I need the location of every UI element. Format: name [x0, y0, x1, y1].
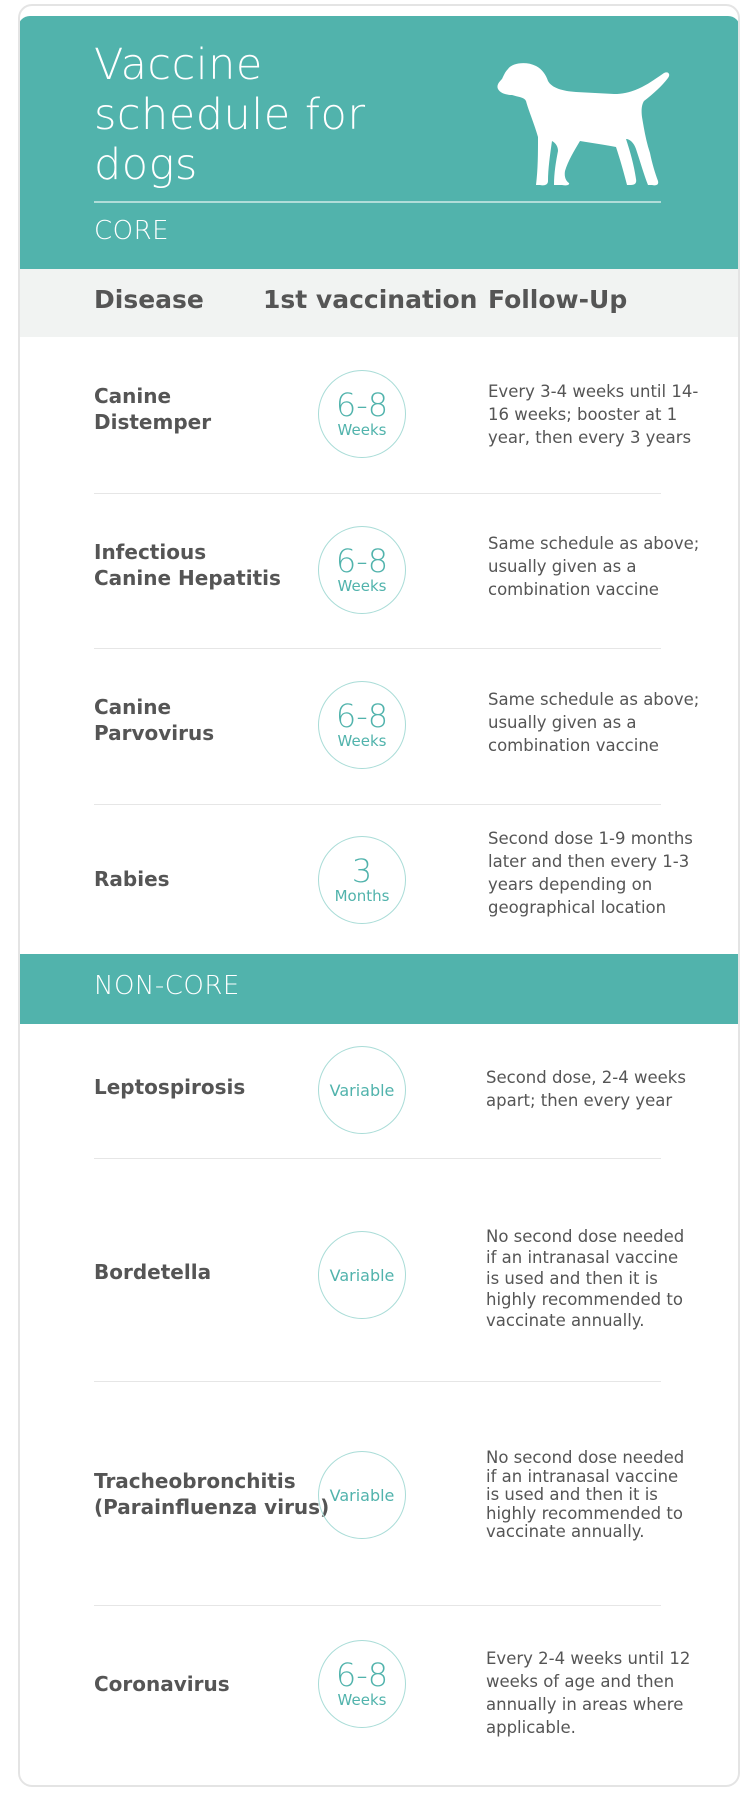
age-unit: Weeks — [337, 577, 387, 595]
age-value: Variable — [329, 1265, 395, 1285]
disease-name: Canine Distemper — [94, 384, 212, 434]
age-unit: Months — [334, 887, 390, 905]
disease-name: Coronavirus — [94, 1672, 230, 1696]
column-header-follow-up: Follow-Up — [488, 285, 628, 314]
age-badge — [318, 1231, 406, 1319]
column-header-first-vaccination: 1st vaccination — [263, 285, 478, 314]
table-row-tracheobronchitis — [20, 1381, 740, 1605]
table-row-leptospirosis — [20, 1024, 740, 1158]
disease-name: Leptospirosis — [94, 1075, 246, 1099]
header-banner — [18, 16, 740, 269]
section-core-label: CORE — [94, 216, 170, 246]
age-value: Variable — [329, 1485, 395, 1505]
follow-up-text: Same schedule as above; usually given as a combination vaccine — [488, 690, 700, 755]
table-row-parvovirus — [20, 648, 740, 804]
disease-name: Rabies — [94, 867, 170, 891]
age-badge — [318, 526, 406, 614]
follow-up-text: Second dose 1-9 months later and then every 1-3 years depending on geographical location — [488, 829, 693, 917]
vaccine-schedule-card — [18, 4, 740, 1787]
disease-name: Bordetella — [94, 1260, 212, 1284]
age-badge — [318, 1046, 406, 1134]
age-badge — [318, 1640, 406, 1728]
follow-up-text: Every 3-4 weeks until 14-16 weeks; booster at 1 year, then every 3 years — [488, 382, 699, 447]
disease-name: Canine Parvovirus — [94, 695, 215, 745]
follow-up-text: Second dose, 2-4 weeks apart; then every year — [486, 1068, 686, 1110]
column-header-disease: Disease — [94, 285, 204, 314]
table-row-coronavirus — [20, 1605, 740, 1785]
table-row-rabies — [20, 804, 740, 954]
section-noncore-band — [18, 954, 740, 1024]
age-value: 6-8 — [335, 697, 389, 735]
age-badge — [318, 1451, 406, 1539]
section-noncore-label: NON-CORE — [94, 971, 240, 1001]
table-row-hepatitis — [20, 493, 740, 648]
age-value: 6-8 — [335, 1656, 389, 1694]
age-value: 3 — [351, 852, 373, 890]
follow-up-text: Same schedule as above; usually given as a combination vaccine — [488, 534, 700, 599]
dog-icon — [492, 61, 672, 191]
age-value: Variable — [329, 1080, 395, 1100]
age-unit: Weeks — [337, 732, 387, 750]
disease-name: Infectious Canine Hepatitis — [94, 540, 281, 590]
follow-up-text: Every 2-4 weeks until 12 weeks of age and then annually in areas where applicable. — [486, 1649, 691, 1737]
age-unit: Weeks — [337, 1691, 387, 1709]
table-row-distemper — [20, 337, 740, 493]
age-unit: Weeks — [337, 421, 387, 439]
follow-up-text: No second dose needed if an intranasal vaccine is used and then it is highly recommended to vaccinate annually. — [486, 1227, 685, 1330]
age-badge — [318, 681, 406, 769]
table-row-bordetella — [20, 1158, 740, 1381]
age-value: 6-8 — [335, 542, 389, 580]
follow-up-text: No second dose needed if an intranasal vaccine is used and then it is highly recommended to vaccinate annually. — [486, 1448, 685, 1541]
page-title: Vaccine schedule for dogs — [94, 40, 366, 190]
header-divider — [94, 201, 661, 203]
age-value: 6-8 — [335, 386, 389, 424]
column-header-row — [18, 269, 740, 337]
age-badge — [318, 836, 406, 924]
age-badge — [318, 370, 406, 458]
disease-name: Tracheobronchitis (Parainfluenza virus) — [94, 1469, 330, 1519]
